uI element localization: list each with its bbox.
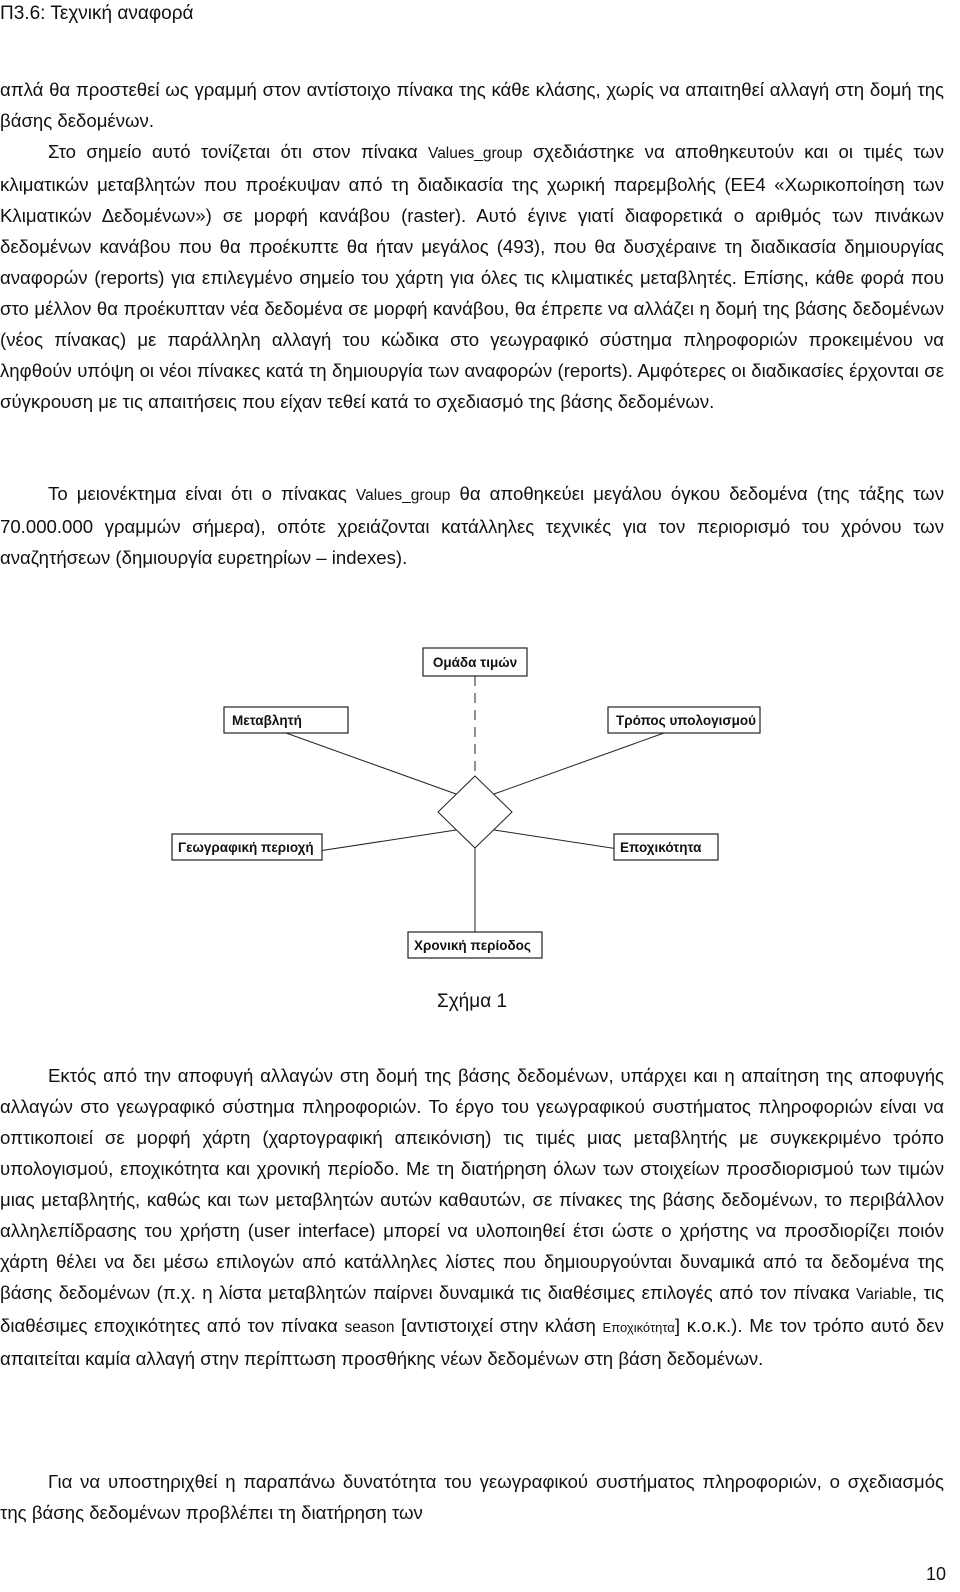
paragraph-2 bbox=[0, 136, 944, 417]
table-name-season: season bbox=[344, 1319, 395, 1336]
figure-caption: Σχήμα 1 bbox=[436, 991, 508, 1012]
label-time-period: Χρονική περίοδος bbox=[414, 938, 531, 953]
paragraph-1-text: απλά θα προστεθεί ως γραμμή στον αντίστοιχο πίνακα της κάθε κλάσης, χωρίς να απαιτηθεί αλλαγή στη δομή της βάσης δεδομένων. bbox=[0, 79, 944, 131]
paragraph-5 bbox=[0, 1466, 944, 1528]
paragraph-3-text-a: Το μειονέκτημα είναι ότι ο πίνακας bbox=[48, 483, 356, 504]
paragraph-1 bbox=[0, 74, 944, 136]
label-seasonality: Εποχικότητα bbox=[620, 840, 702, 855]
connector-variable bbox=[286, 733, 456, 794]
paragraph-2-text-a: Στο σημείο αυτό τονίζεται ότι στον πίνακα bbox=[48, 141, 428, 162]
paragraph-2-text-b: σχεδιάστηκε να αποθηκευτούν και οι τιμές των κλιματικών μεταβλητών που προέκυψαν από τη διαδικασία της χωρική παρεμβολής (ΕΕ4 «Χωρικοποίηση των Κλιματικών Δεδομένων») σε μορφή κανάβου (raster). Αυτό έγινε γιατί διαφορετικά ο αριθμός των πινάκων δεδομένων κανάβου που θα προέκυπτε θα ήταν μεγάλος (493), που θα δυσχέραινε τη διαδικασία δημιουργίας αναφορών (reports) για επιλεγμένο σημείο του χάρτη για όλες τις κλιματικές μεταβλητές. Επίσης, κάθε φορά που στο μέλλον θα προέκυπταν νέα δεδομένα σε μορφή κανάβου, θα έπρεπε να αλλάζει η δομή της βάσης δεδομένων (νέος πίνακας) με παράλληλη αλλαγή του κώδικα στο γεωγραφικό σύστημα πληροφοριών προκειμένου να ληφθούν υπόψη οι νέοι πίνακες κατά τη δημιουργία των αναφορών (reports). Αμφότερες οι διαδικασίες έρχονται σε σύγκρουση με τις απαιτήσεις που είχαν τεθεί κατά το σχεδιασμό της βάσης δεδομένων. bbox=[0, 141, 944, 412]
paragraph-4-text-b: , τις διαθέσιμες εποχικότητες από τον πίνακα bbox=[0, 1282, 944, 1336]
label-variable: Μεταβλητή bbox=[232, 713, 302, 728]
table-name-variable: Variable bbox=[856, 1286, 912, 1303]
relationship-diamond bbox=[438, 776, 512, 848]
paragraph-3 bbox=[0, 478, 944, 573]
page-number: 10 bbox=[925, 1564, 946, 1584]
paragraph-4-text-a: Εκτός από την αποφυγή αλλαγών στη δομή της βάσης δεδομένων, υπάρχει και η απαίτηση της αποφυγής αλλαγών στο γεωγραφικό σύστημα πληροφοριών. Το έργο του γεωγραφικού συστήματος πληροφοριών είναι να οπτικοποιεί σε μορφή χάρτη (χαρτογραφική απεικόνιση) τις τιμές μιας μεταβλητής με συγκεκριμένο τρόπο υπολογισμού, εποχικότητα και χρονική περίοδο. Με τη διατήρηση όλων των στοιχείων προσδιορισμού των τιμών μιας μεταβλητής, καθώς και των μεταβλητών αυτών καθαυτών, σε πίνακες της βάσης δεδομένων, το περιβάλλον αλληλεπίδρασης του χρήστη (user interface) μπορεί να υλοποιηθεί έτσι ώστε ο χρήστης να προσδιορίζει ποιόν χάρτη θέλει να δει μέσω επιλογών από κατάλληλες λίστες που δημιουργούνται δυναμικά από τα δεδομένα της βάσης δεδομένων (π.χ. η λίστα μεταβλητών παίρνει δυναμικά τις διαθέσιμες επιλογές από τον πίνακα bbox=[0, 1065, 944, 1303]
paragraph-5-text: Για να υποστηριχθεί η παραπάνω δυνατότητα του γεωγραφικού συστήματος πληροφοριών, ο σχεδιασμός της βάσης δεδομένων προβλέπει τη διατήρηση των bbox=[0, 1471, 944, 1523]
connector-calc-method bbox=[494, 733, 664, 794]
label-calc-method: Τρόπος υπολογισμού bbox=[616, 713, 756, 728]
paragraph-4 bbox=[0, 1060, 944, 1374]
label-geo-area: Γεωγραφική περιοχή bbox=[178, 840, 314, 855]
table-name-values-group-2: Values_group bbox=[355, 487, 451, 504]
class-name-seasonality: Εποχικότητα bbox=[602, 1320, 675, 1335]
er-diagram bbox=[0, 640, 944, 962]
label-value-group: Ομάδα τιμών bbox=[432, 655, 518, 670]
table-name-values-group: Values_group bbox=[428, 145, 523, 162]
paragraph-4-text-c: [αντιστοιχεί στην κλάση bbox=[394, 1315, 603, 1336]
paragraph-4-text-d: ] κ.ο.κ.). Με τον τρόπο αυτό δεν απαιτείται καμία αλλαγή στην περίπτωση προσθήκης νέων δεδομένων στη βάση δεδομένων. bbox=[0, 1315, 944, 1369]
paragraph-3-text-b: θα αποθηκεύει μεγάλου όγκου δεδομένα (της τάξης των 70.000.000 γραμμών σήμερα), οπότε χρειάζονται κατάλληλες τεχνικές για τον περιορισμό του χρόνου των αναζητήσεων (δημιουργία ευρετηρίων – indexes). bbox=[0, 483, 944, 568]
page-header: Π3.6: Τεχνική αναφορά bbox=[0, 3, 194, 24]
